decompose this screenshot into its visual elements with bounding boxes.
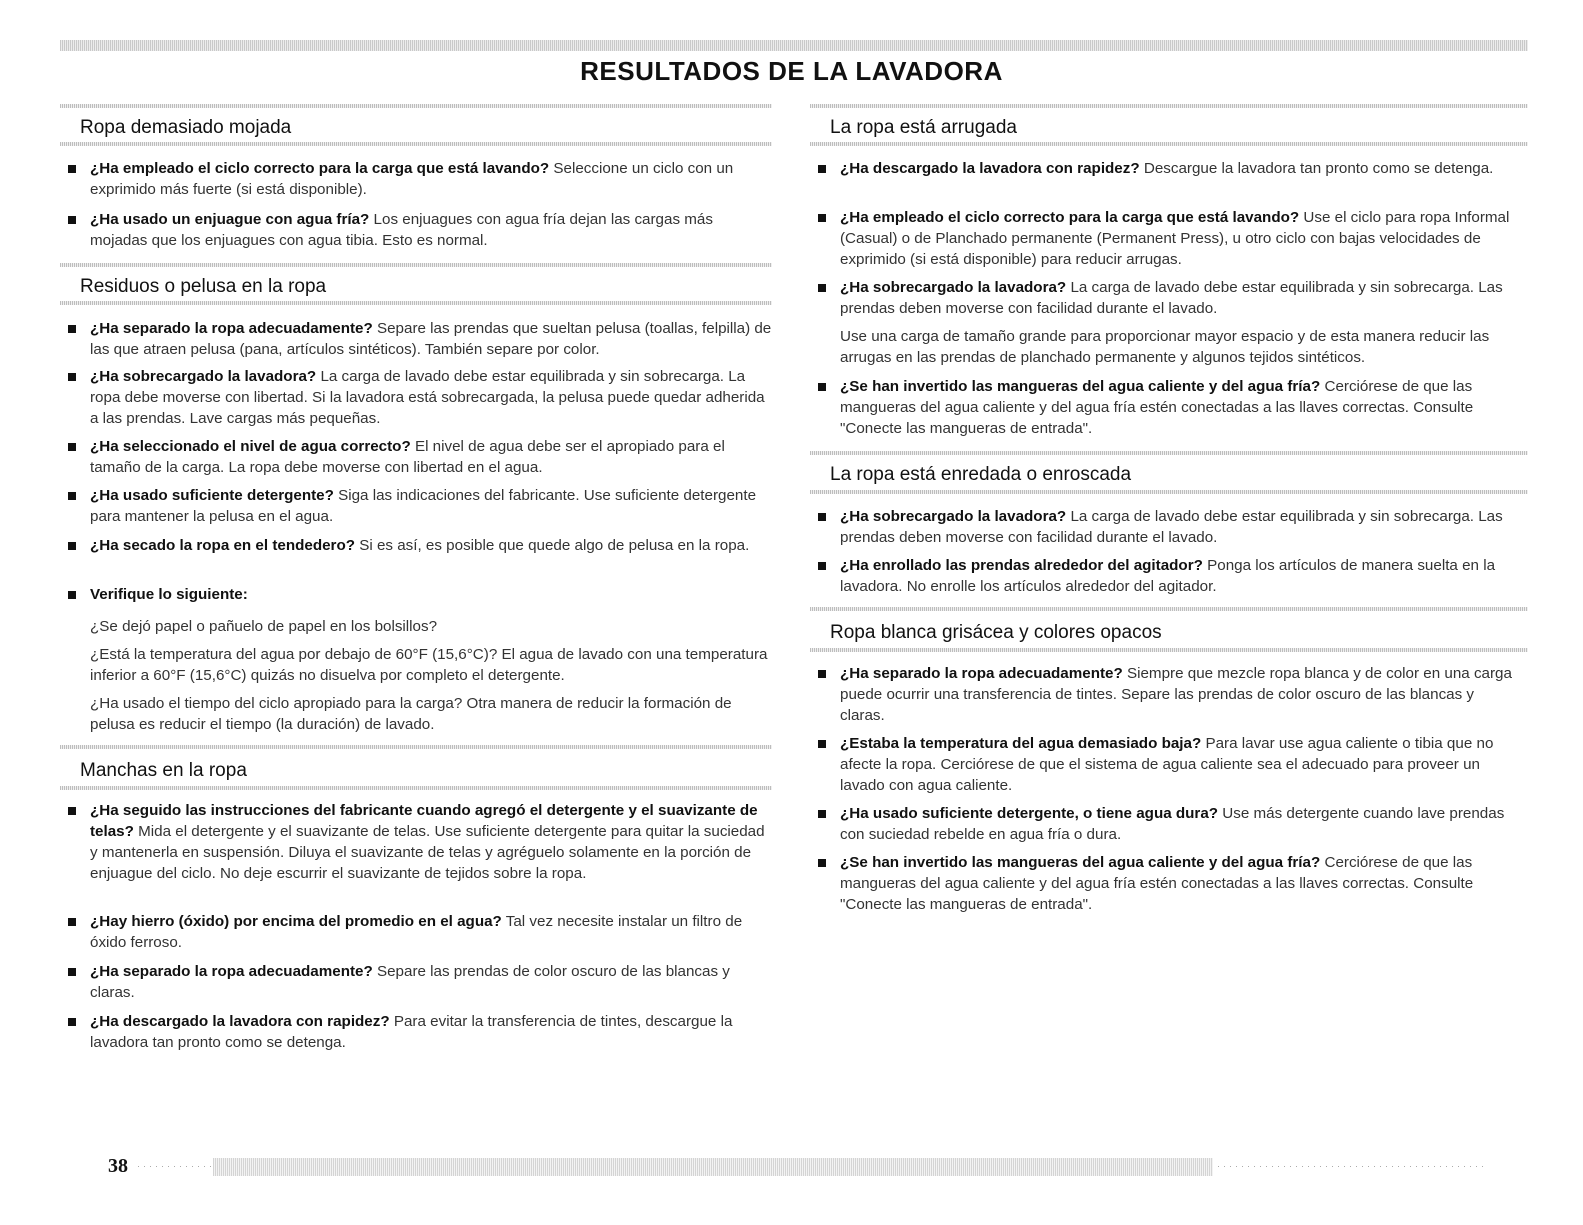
- list-item: ¿Ha separado la ropa adecuadamente? Separe las prendas que sueltan pelusa (toallas, felpilla) de las que atraen pelusa (pana, artículos sintéticos). También separe por color.: [90, 318, 772, 360]
- section-rule: [60, 263, 772, 267]
- sub-paragraph: ¿Está la temperatura del agua por debajo de 60°F (15,6°C)? El agua de lavado con una temperatura inferior a 60°F (15,6°C) quizás no disuelva por completo el detergente.: [90, 646, 768, 684]
- section-rule: [60, 104, 772, 108]
- list-item: Verifique lo siguiente:: [90, 584, 772, 605]
- section-heading: La ropa está enredada o enroscada: [830, 464, 1132, 485]
- list-item: ¿Ha separado la ropa adecuadamente? Siempre que mezcle ropa blanca y de color en una carga puede ocurrir una transferencia de tintes. Separe las prendas de color oscuro de las blancas y claras.: [840, 663, 1520, 726]
- section-rule: [60, 142, 772, 146]
- bullet-icon: [818, 513, 826, 521]
- bullet-icon: [818, 670, 826, 678]
- list-item: ¿Se han invertido las mangueras del agua caliente y del agua fría? Cerciórese de que las mangueras del agua caliente y del agua fría estén conectadas a las llaves correctas. Consulte "Conecte las mangueras de entrada".: [840, 376, 1520, 439]
- sub-paragraph: Use una carga de tamaño grande para proporcionar mayor espacio y de esta manera reducir las arrugas en las prendas de planchado permanente y algunos tejidos sintéticos.: [840, 328, 1490, 366]
- bullet-icon: [818, 383, 826, 391]
- bullet-icon: [818, 214, 826, 222]
- bullet-icon: [68, 542, 76, 550]
- list-item: ¿Ha sobrecargado la lavadora? La carga de lavado debe estar equilibrada y sin sobrecarga. La ropa debe moverse con libertad. Si la lavadora está sobrecargada, la pelusa puede quedar adherida a las prendas. Lave cargas más pequeñas.: [90, 366, 772, 429]
- section-rule: [60, 745, 772, 749]
- sub-paragraph: ¿Ha usado el tiempo del ciclo apropiado para la carga? Otra manera de reducir la formación de pelusa es reducir el tiempo (la duración) de lavado.: [90, 695, 732, 733]
- section-heading: Ropa demasiado mojada: [80, 117, 292, 138]
- section-rule: [810, 490, 1528, 494]
- list-item: ¿Ha descargado la lavadora con rapidez? Para evitar la transferencia de tintes, descargue la lavadora tan pronto como se detenga.: [90, 1011, 772, 1053]
- section-heading: Ropa blanca grisácea y colores opacos: [830, 622, 1162, 643]
- bullet-icon: [818, 562, 826, 570]
- page-number: 38: [108, 1155, 128, 1177]
- bullet-icon: [68, 216, 76, 224]
- bullet-icon: [68, 918, 76, 926]
- list-item: ¿Ha separado la ropa adecuadamente? Separe las prendas de color oscuro de las blancas y claras.: [90, 961, 772, 1003]
- list-item: ¿Ha seleccionado el nivel de agua correcto? El nivel de agua debe ser el apropiado para el tamaño de la carga. La ropa debe moverse con libertad en el agua.: [90, 436, 772, 478]
- list-item: ¿Se han invertido las mangueras del agua caliente y del agua fría? Cerciórese de que las mangueras del agua caliente y del agua fría estén conectadas a las llaves correctas. Consulte "Conecte las mangueras de entrada".: [840, 852, 1520, 915]
- bullet-icon: [818, 284, 826, 292]
- bullet-icon: [68, 325, 76, 333]
- bullet-icon: [68, 373, 76, 381]
- bullet-icon: [818, 859, 826, 867]
- section-rule: [810, 104, 1528, 108]
- section-heading: Manchas en la ropa: [80, 760, 247, 781]
- top-decorative-band: [60, 40, 1528, 51]
- list-item: ¿Ha empleado el ciclo correcto para la carga que está lavando? Use el ciclo para ropa Informal (Casual) o de Planchado permanente (Permanent Press), u otro ciclo con bajas velocidades de exprimido (si está disponible) para reducir arrugas.: [840, 207, 1520, 270]
- list-item: ¿Ha usado suficiente detergente, o tiene agua dura? Use más detergente cuando lave prendas con suciedad rebelde en agua fría o dura.: [840, 803, 1520, 845]
- bullet-icon: [68, 591, 76, 599]
- list-item: ¿Ha secado la ropa en el tendedero? Si es así, es posible que quede algo de pelusa en la ropa.: [90, 535, 772, 556]
- sub-paragraph: ¿Se dejó papel o pañuelo de papel en los bolsillos?: [90, 618, 438, 635]
- list-item: ¿Ha descargado la lavadora con rapidez? Descargue la lavadora tan pronto como se detenga.: [840, 158, 1520, 179]
- section-rule: [810, 451, 1528, 455]
- list-item: ¿Ha empleado el ciclo correcto para la carga que está lavando? Seleccione un ciclo con un exprimido más fuerte (si está disponible).: [90, 158, 772, 200]
- section-rule: [60, 786, 772, 790]
- section-heading: La ropa está arrugada: [830, 117, 1017, 138]
- bullet-icon: [68, 165, 76, 173]
- section-rule: [810, 142, 1528, 146]
- section-rule: [60, 301, 772, 305]
- footer-decorative-band: [213, 1158, 1213, 1176]
- list-item: ¿Ha seguido las instrucciones del fabricante cuando agregó el detergente y el suavizante de telas? Mida el detergente y el suavizante de telas. Use suficiente detergente para quitar la suciedad y mantenerla en suspensión. Diluya el suavizante de telas y agréguelo solamente en la porción de enjuague del ciclo. No deje escurrir el suavizante de tejidos sobre la ropa.: [90, 800, 772, 884]
- list-item: ¿Ha enrollado las prendas alrededor del agitador? Ponga los artículos de manera suelta en la lavadora. No enrolle los artículos alrededor del agitador.: [840, 555, 1520, 597]
- list-item: ¿Estaba la temperatura del agua demasiado baja? Para lavar use agua caliente o tibia que no afecte la ropa. Cerciórese de que el sistema de agua caliente sea el adecuado para proveer un lavado con agua caliente.: [840, 733, 1520, 796]
- list-item: ¿Ha sobrecargado la lavadora? La carga de lavado debe estar equilibrada y sin sobrecarga. Las prendas deben moverse con facilidad durante el lavado.: [840, 506, 1520, 548]
- section-rule: [810, 607, 1528, 611]
- list-item: ¿Ha usado suficiente detergente? Siga las indicaciones del fabricante. Use suficiente detergente para mantener la pelusa en el agua.: [90, 485, 772, 527]
- bullet-icon: [818, 810, 826, 818]
- section-heading: Residuos o pelusa en la ropa: [80, 276, 327, 297]
- bullet-icon: [818, 165, 826, 173]
- list-item: ¿Ha usado un enjuague con agua fría? Los enjuagues con agua fría dejan las cargas más mojadas que los enjuagues con agua tibia. Esto es normal.: [90, 209, 772, 251]
- bullet-icon: [818, 740, 826, 748]
- list-item: ¿Hay hierro (óxido) por encima del promedio en el agua? Tal vez necesite instalar un filtro de óxido ferroso.: [90, 911, 772, 953]
- bullet-icon: [68, 492, 76, 500]
- bullet-icon: [68, 807, 76, 815]
- list-item: ¿Ha sobrecargado la lavadora? La carga de lavado debe estar equilibrada y sin sobrecarga. Las prendas deben moverse con facilidad durante el lavado.: [840, 277, 1520, 319]
- bullet-icon: [68, 1018, 76, 1026]
- page-title: RESULTADOS DE LA LAVADORA: [580, 56, 1003, 86]
- bullet-icon: [68, 443, 76, 451]
- section-rule: [810, 648, 1528, 652]
- bullet-icon: [68, 968, 76, 976]
